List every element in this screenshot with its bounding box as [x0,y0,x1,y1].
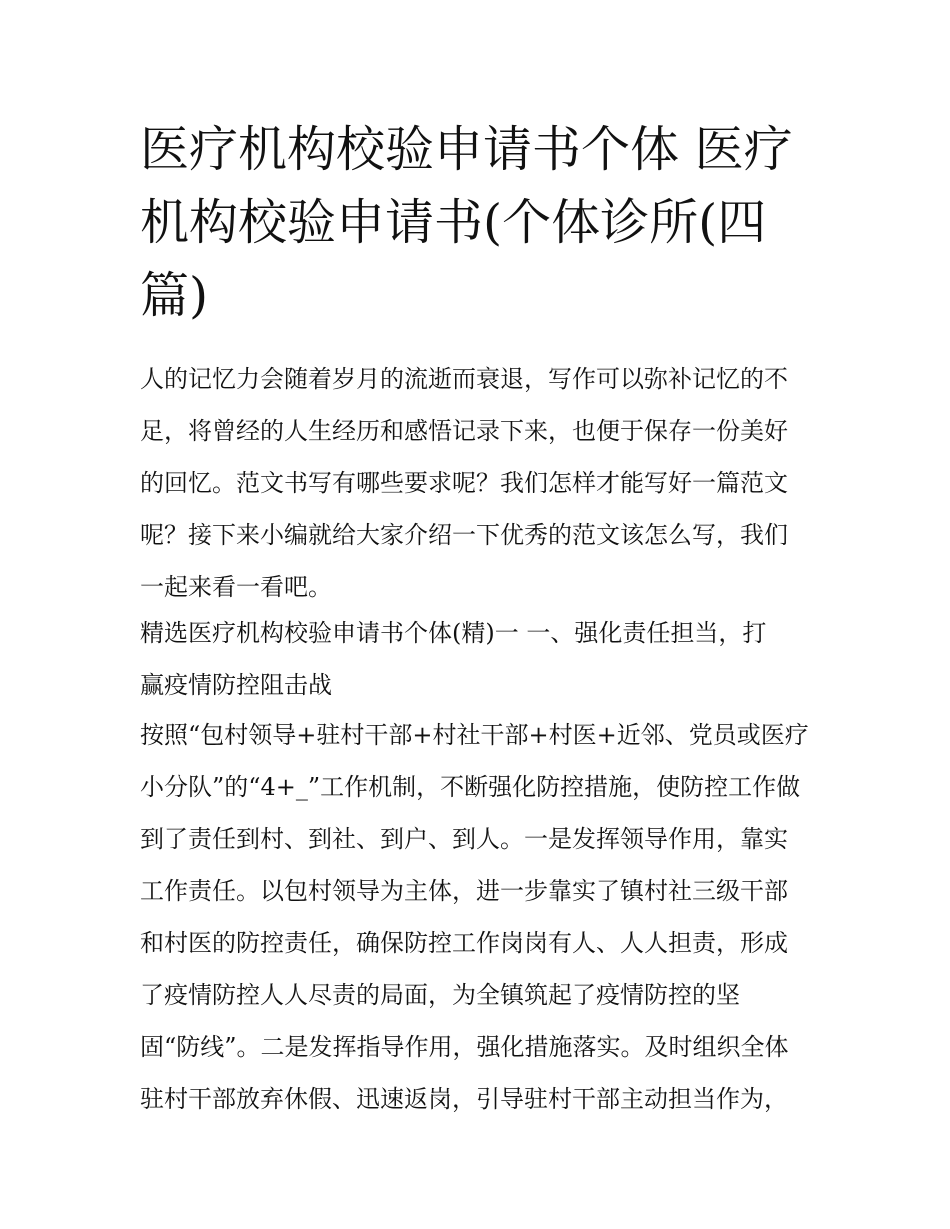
intro-paragraph [140,353,830,613]
title-line: 机构校验申请书(个体诊所(四 [140,194,767,251]
text-line: 足，将曾经的人生经历和感悟记录下来，也便于保存一份美好 [140,417,788,445]
text-line: 精选医疗机构校验申请书个体(精)一 一、强化责任担当，打 [140,619,767,647]
text-line: 人的记忆力会随着岁月的流逝而衰退，写作可以弥补记忆的不 [140,365,788,393]
text-line: 了疫情防控人人尽责的局面，为全镇筑起了疫情防控的坚 [140,981,740,1009]
text-line: 固“防线”。二是发挥指导作用，强化措施落实。及时组织全体 [140,1033,789,1061]
text-line: 小分队”的“4+_”工作机制，不断强化防控措施，使防控工作做 [140,773,801,801]
text-line: 工作责任。以包村领导为主体，进一步靠实了镇村社三级干部 [140,877,788,905]
text-line: 的回忆。范文书写有哪些要求呢？我们怎样才能写好一篇范文 [140,469,788,497]
body-paragraph [140,709,830,1125]
document-title [140,113,830,332]
text-line: 一起来看一看吧。 [140,573,332,601]
text-line: 赢疫情防控阻击战 [140,671,332,699]
title-line: 医疗机构校验申请书个体 医疗 [140,121,793,178]
text-line: 到了责任到村、到社、到户、到人。一是发挥领导作用，靠实 [140,825,788,853]
text-line: 和村医的防控责任，确保防控工作岗岗有人、人人担责，形成 [140,929,788,957]
text-line: 按照“包村领导+驻村干部+村社干部+村医+近邻、党员或医疗 [140,721,809,749]
text-line: 呢？接下来小编就给大家介绍一下优秀的范文该怎么写，我们 [140,521,788,549]
title-line: 篇) [140,267,209,324]
section-heading-paragraph [140,607,830,711]
text-line: 驻村干部放弃休假、迅速返岗，引导驻村干部主动担当作为， [140,1085,788,1113]
